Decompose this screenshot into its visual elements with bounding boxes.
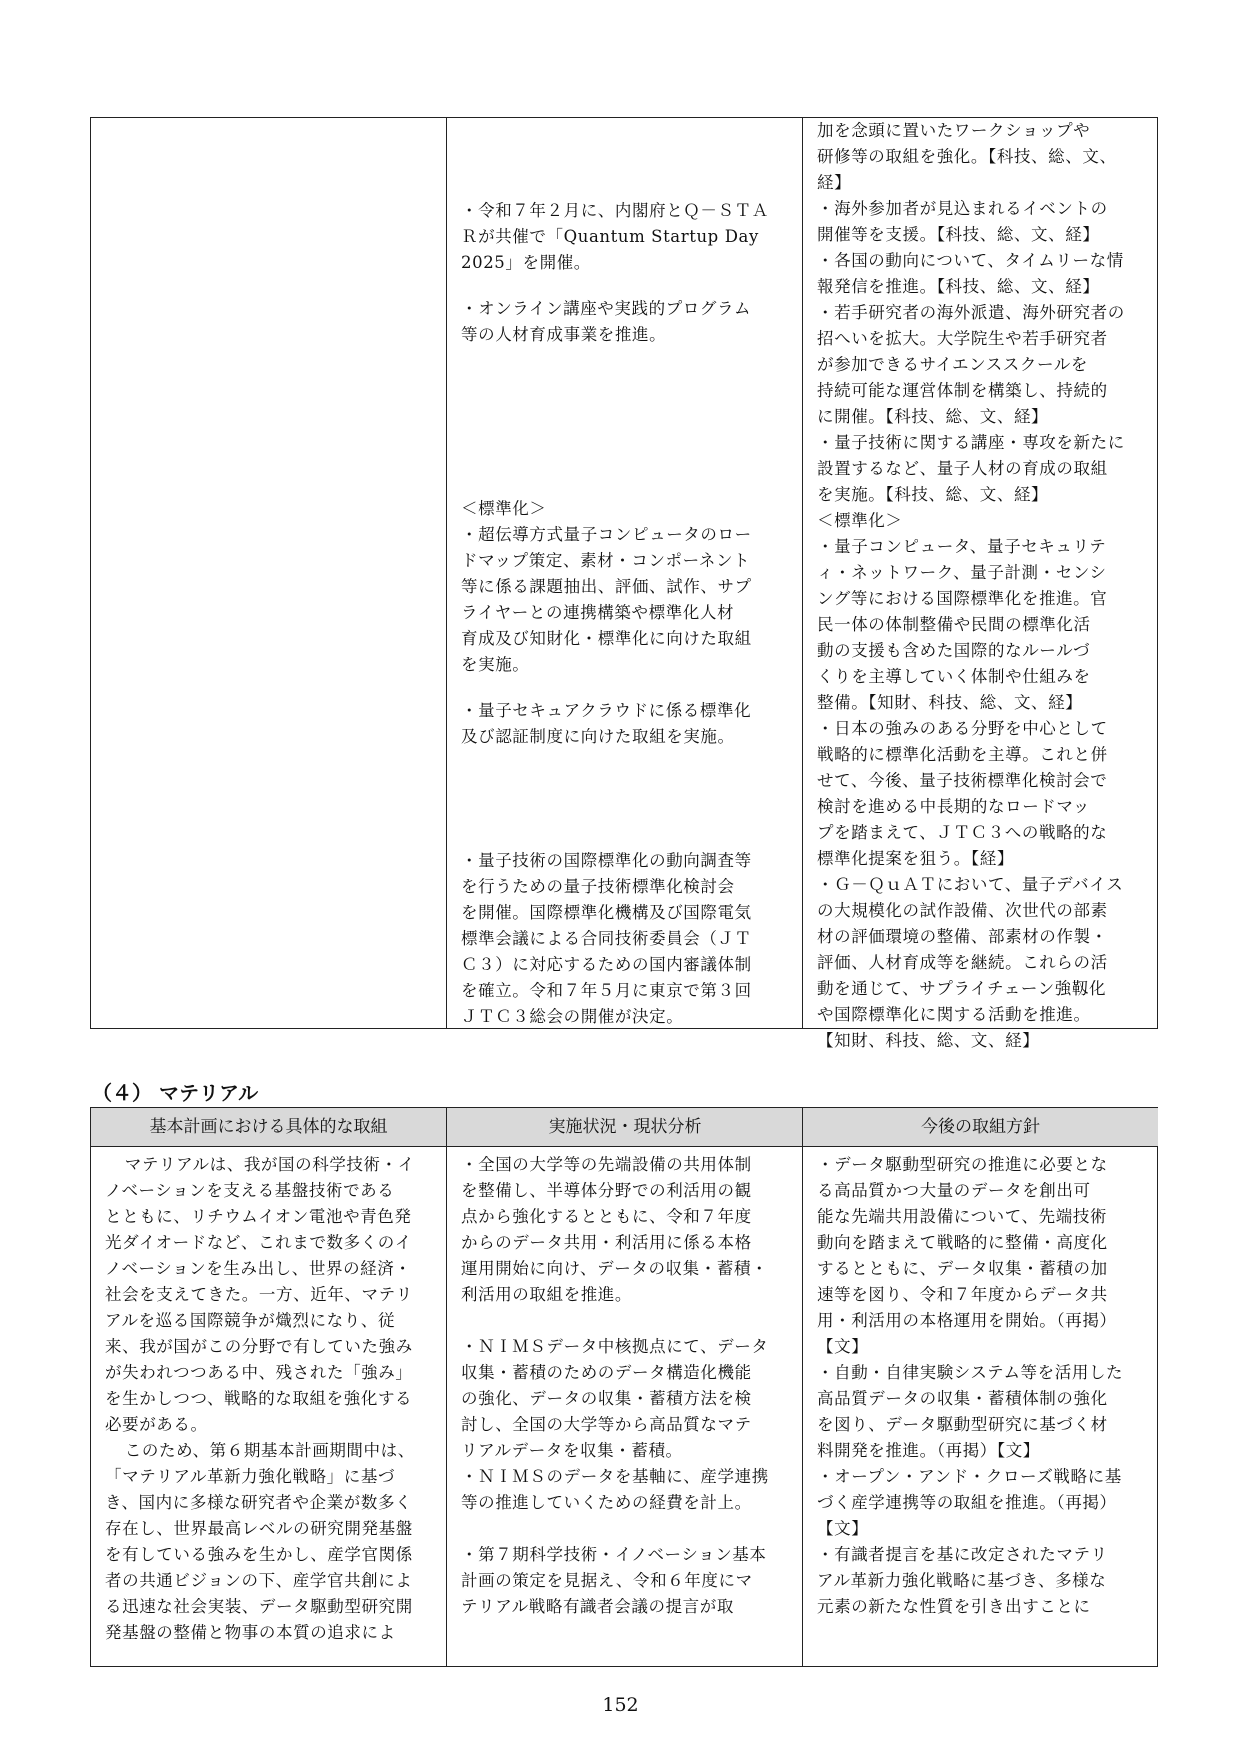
text-line: ・海外参加者が見込まれるイベントの (817, 199, 1108, 218)
list-item (461, 1542, 808, 1620)
text-line: プを踏まえて、ＪＴＣ３への戦略的な (817, 823, 1108, 842)
text-line: テリアル戦略有識者会議の提言が取 (461, 1597, 734, 1616)
text-line: 元素の新たな性質を引き出すことに (817, 1597, 1091, 1616)
text-line: を開催。国際標準化機構及び国際電気 (461, 903, 752, 922)
text-line: ・Ｇ－ＱｕＡＴにおいて、量子デバイス (817, 875, 1124, 894)
text-line: を整備し、半導体分野での利活用の観 (461, 1181, 752, 1200)
text-line: 【文】 (817, 1337, 869, 1356)
text-line: 動の支援も含めた国際的なルールづ (817, 641, 1091, 660)
text-line: 及び認証制度に向けた取組を実施。 (461, 727, 735, 746)
text-line: ・若手研究者の海外派遣、海外研究者の (817, 303, 1125, 322)
text-line: アルを巡る国際競争が熾烈になり、従 (105, 1311, 396, 1330)
text-line: が失われつつある中、残された「強み」 (105, 1363, 413, 1382)
text-line: 設置するなど、量子人材の育成の取組 (817, 459, 1108, 478)
list-item (461, 198, 808, 276)
text-line: アル革新力強化戦略に基づき、多様な (817, 1571, 1107, 1590)
column-divider (446, 1108, 447, 1666)
text-line: このため、第６期基本計画期間中は、 (124, 1441, 415, 1460)
text-line: を実施。【科技、総、文、経】 (817, 485, 1049, 504)
text-line: 者の共通ビジョンの下、産学官共創によ (105, 1571, 413, 1590)
list-item (817, 1360, 1166, 1464)
text-line: 必要がある。 (105, 1415, 208, 1434)
text-line: ・有識者提言を基に改定されたマテリ (817, 1545, 1108, 1564)
list-item (817, 716, 1166, 872)
text-line: とともに、リチウムイオン電池や青色発 (105, 1207, 412, 1226)
list-item (817, 248, 1166, 300)
text-line: マテリアルは、我が国の科学技術・イ (124, 1155, 415, 1174)
text-line: が参加できるサイエンススクールを (817, 355, 1088, 374)
text-line: 動向を踏まえて戦略的に整備・高度化 (817, 1233, 1108, 1252)
text-line: ・オンライン講座や実践的プログラム (461, 299, 752, 318)
text-line: ・第７期科学技術・イノベーション基本 (461, 1545, 767, 1564)
list-item (461, 1464, 808, 1516)
text-line: ・自動・自律実験システム等を活用した (817, 1363, 1124, 1382)
text-line: 計画の策定を見据え、令和６年度にマ (461, 1571, 753, 1590)
text-line: ＜標準化＞ (817, 511, 903, 530)
text-line: 社会を支えてきた。一方、近年、マテリ (105, 1285, 413, 1304)
list-item (461, 522, 808, 678)
text-line: の大規模化の試作設備、次世代の部素 (817, 901, 1108, 920)
text-line: 料開発を推進。（再掲）【文】 (817, 1441, 1040, 1460)
text-line: ノベーションを生み出し、世界の経済・ (105, 1259, 412, 1278)
text-line: を生かしつつ、戦略的な取組を強化する (105, 1389, 413, 1408)
text-line: ・量子技術の国際標準化の動向調査等 (461, 851, 752, 870)
text-line: ィ・ネットワーク、量子計測・センシ (817, 563, 1107, 582)
text-line: る高品質かつ大量のデータを創出可 (817, 1181, 1091, 1200)
text-line: するとともに、データ収集・蓄積の加 (817, 1259, 1108, 1278)
text-line: Ｒが共催で「Quantum Startup Day (461, 227, 759, 246)
list-item (817, 118, 1166, 196)
list-item (817, 534, 1166, 716)
text-line: 戦略的に標準化活動を主導。これと併 (817, 745, 1108, 764)
list-item (817, 1464, 1166, 1542)
list-item (461, 296, 808, 348)
table-material (90, 1107, 1158, 1667)
text-line: ・日本の強みのある分野を中心として (817, 719, 1108, 738)
text-line: を図り、データ駆動型研究に基づく材 (817, 1415, 1108, 1434)
text-line: 等に係る課題抽出、評価、試作、サプ (461, 577, 752, 596)
text-line: の強化、データの収集・蓄積方法を検 (461, 1389, 752, 1408)
text-line: き、国内に多様な研究者や企業が数多く (105, 1493, 413, 1512)
text-line: 2025」を開催。 (461, 253, 591, 272)
text-line: ・ＮＩＭＳのデータを基軸に、産学連携 (461, 1467, 769, 1486)
text-line: 材の評価環境の整備、部素材の作製・ (817, 927, 1108, 946)
text-line: ・量子セキュアクラウドに係る標準化 (461, 701, 752, 720)
text-line: 開催等を支援。【科技、総、文、経】 (817, 225, 1100, 244)
text-line: ・各国の動向について、タイムリーな情 (817, 251, 1124, 270)
text-line: 標準会議による合同技術委員会（ＪＴ (461, 929, 752, 948)
table-quantum-continued (90, 117, 1158, 1050)
text-line: ・ＮＩＭＳデータ中核拠点にて、データ (461, 1337, 769, 1356)
text-line: る迅速な社会実装、データ駆動型研究開 (105, 1597, 413, 1616)
list-item (461, 496, 808, 522)
text-line: 研修等の取組を強化。【科技、総、文、 (817, 147, 1117, 166)
header-plan: 基本計画における具体的な取組 (91, 1108, 446, 1147)
text-line: ライヤーとの連携構築や標準化人材 (461, 603, 735, 622)
text-line: 点から強化するとともに、令和７年度 (461, 1207, 752, 1226)
text-line: 招へいを拡大。大学院生や若手研究者 (817, 329, 1108, 348)
text-line: ・データ駆動型研究の推進に必要とな (817, 1155, 1108, 1174)
text-line: 存在し、世界最高レベルの研究開発基盤 (105, 1519, 413, 1538)
text-line: を有している強みを生かし、産学官関係 (105, 1545, 413, 1564)
list-item (105, 1438, 437, 1646)
text-line: に開催。【科技、総、文、経】 (817, 407, 1049, 426)
text-line: 収集・蓄積のためのデータ構造化機能 (461, 1363, 752, 1382)
text-line: を確立。令和７年５月に東京で第３回 (461, 981, 752, 1000)
text-line: 速等を図り、令和７年度からデータ共 (817, 1285, 1108, 1304)
text-line: Ｃ３）に対応するための国内審議体制 (461, 955, 752, 974)
list-item (817, 1542, 1166, 1620)
text-line: 報発信を推進。【科技、総、文、経】 (817, 277, 1100, 296)
text-line: 検討を進める中長期的なロードマッ (817, 797, 1090, 816)
text-line: ・全国の大学等の先端設備の共用体制 (461, 1155, 752, 1174)
text-line: 高品質データの収集・蓄積体制の強化 (817, 1389, 1108, 1408)
list-item (817, 196, 1166, 248)
text-line: ング等における国際標準化を推進。官 (817, 589, 1108, 608)
header-status: 実施状況・現状分析 (446, 1108, 803, 1147)
section-heading: （４） マテリアル (92, 1081, 259, 1105)
text-line: ・量子技術に関する講座・専攻を新たに (817, 433, 1125, 452)
text-line: 経】 (817, 173, 852, 192)
text-line: 持続可能な運営体制を構築し、持続的 (817, 381, 1108, 400)
text-line: 「マテリアル革新力強化戦略」に基づ (105, 1467, 396, 1486)
text-line: 利活用の取組を推進。 (461, 1285, 632, 1304)
text-line: 民一体の体制整備や民間の標準化活 (817, 615, 1091, 634)
text-line: ＜標準化＞ (461, 499, 547, 518)
text-line: 加を念頭に置いたワークショップや (817, 121, 1091, 140)
text-line: くりを主導していく体制や仕組みを (817, 667, 1091, 686)
text-line: 来、我が国がこの分野で有していた強み (105, 1337, 413, 1356)
text-line: リアルデータを収集・蓄積。 (461, 1441, 683, 1460)
text-line: 光ダイオードなど、これまで数多くのイ (105, 1233, 412, 1252)
list-item (817, 1152, 1166, 1360)
text-line: や国際標準化に関する活動を推進。 (817, 1005, 1091, 1024)
text-line: 動を通じて、サプライチェーン強靱化 (817, 979, 1107, 998)
header-policy: 今後の取組方針 (802, 1108, 1158, 1147)
text-line: 【文】 (817, 1519, 869, 1538)
text-line: ノベーションを支える基盤技術である (105, 1181, 395, 1200)
text-line: からのデータ共用・利活用に係る本格 (461, 1233, 752, 1252)
text-line: 等の人材育成事業を推進。 (461, 325, 667, 344)
text-line: 育成及び知財化・標準化に向けた取組 (461, 629, 752, 648)
list-item (105, 1152, 437, 1438)
page-number: 152 (602, 1694, 639, 1716)
text-line: ・オープン・アンド・クローズ戦略に基 (817, 1467, 1122, 1486)
text-line: 討し、全国の大学等から高品質なマテ (461, 1415, 752, 1434)
list-item (817, 872, 1166, 1054)
text-line: ・超伝導方式量子コンピュータのロー (461, 525, 752, 544)
list-item (817, 508, 1166, 534)
text-line: ・量子コンピュータ、量子セキュリテ (817, 537, 1107, 556)
text-line: を実施。 (461, 655, 530, 674)
text-line: 運用開始に向け、データの収集・蓄積・ (461, 1259, 769, 1278)
text-line: 評価、人材育成等を継続。これらの活 (817, 953, 1108, 972)
list-item (461, 698, 808, 750)
list-item (461, 848, 808, 1030)
text-line: づく産学連携等の取組を推進。（再掲） (817, 1493, 1117, 1512)
text-line: ・令和７年２月に、内閣府とＱ－ＳＴＡ (461, 201, 769, 220)
text-line: 等の推進していくための経費を計上。 (461, 1493, 752, 1512)
text-line: ＪＴＣ３総会の開催が決定。 (461, 1007, 684, 1026)
text-line: 整備。【知財、科技、総、文、経】 (817, 693, 1083, 712)
list-item (461, 1334, 808, 1464)
text-line: 標準化提案を狙う。【経】 (817, 849, 1014, 868)
text-line: 用・利活用の本格運用を開始。（再掲） (817, 1311, 1117, 1330)
text-line: 能な先端共用設備について、先端技術 (817, 1207, 1108, 1226)
text-line: 【知財、科技、総、文、経】 (817, 1031, 1040, 1050)
text-line: 発基盤の整備と物事の本質の追求によ (105, 1623, 396, 1642)
list-item (461, 1152, 808, 1308)
text-line: ドマップ策定、素材・コンポーネント (461, 551, 751, 570)
text-line: せて、今後、量子技術標準化検討会で (817, 771, 1108, 790)
text-line: を行うための量子技術標準化検討会 (461, 877, 735, 896)
list-item (817, 300, 1166, 430)
column-divider (446, 118, 447, 1028)
list-item (817, 430, 1166, 508)
